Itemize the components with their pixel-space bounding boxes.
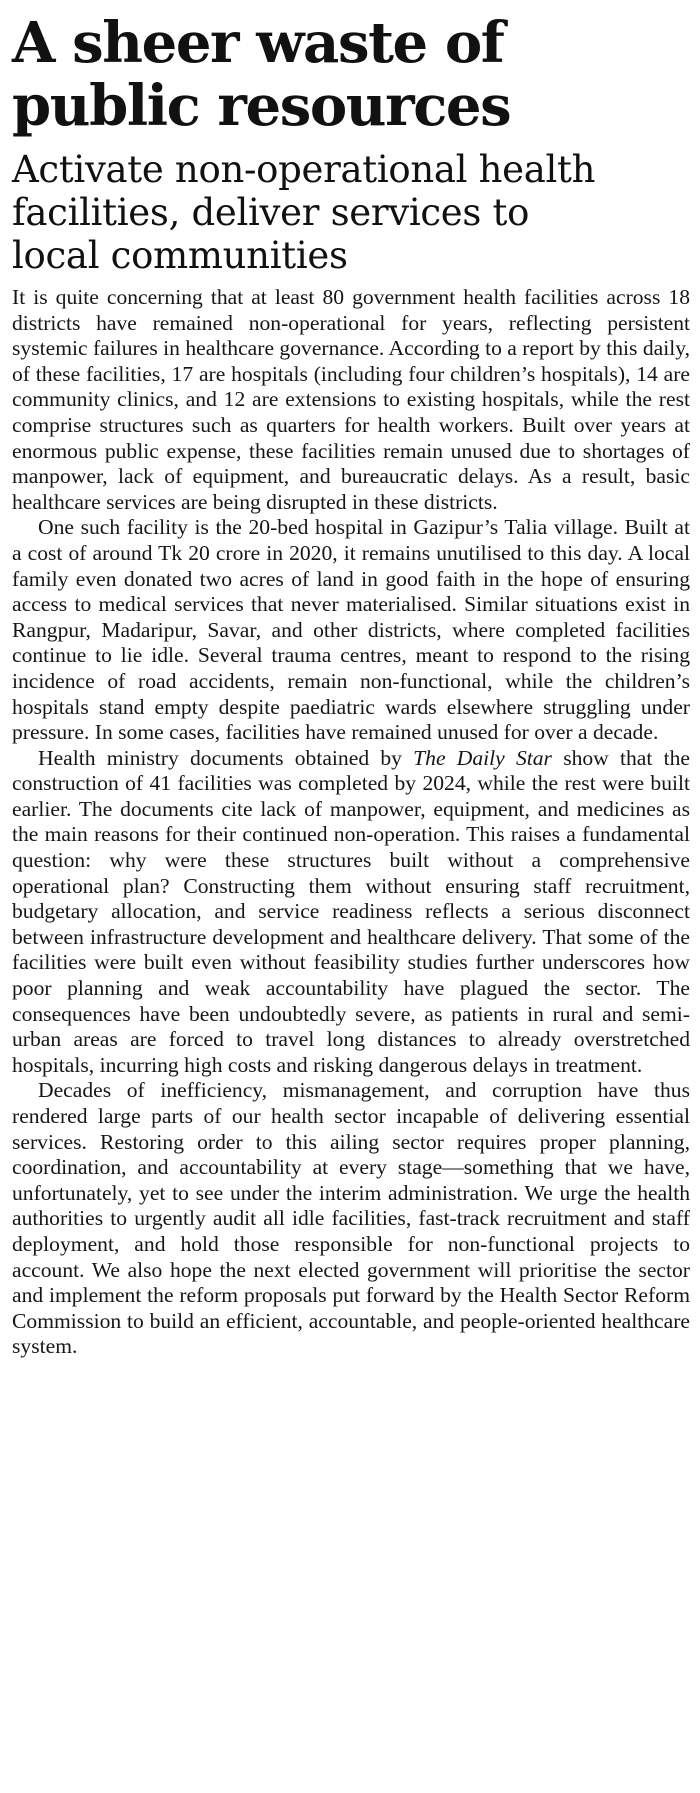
paragraph-2: One such facility is the 20-bed hospital in Gazipur’s Talia village. Built at a cost of around Tk 20 crore in 2020, it remains unutilised to this day. A local family even donated two acres of land in good faith in the hope of ensuring access to medical services that never materialised. Similar situations exist in Rangpur, Madaripur, Savar, and other districts, where completed facilities continue to lie idle. Several trauma centres, meant to respond to the rising incidence of road accidents, remain non-functional, while the children’s hospitals stand empty despite paediatric wards elsewhere struggling under pressure. In some cases, facilities have remained unused for over a decade. bbox=[12, 515, 690, 745]
paragraph-3-text-after: show that the construction of 41 facilities was completed by 2024, while the rest were built earlier. The documents cite lack of manpower, equipment, and medicines as the main reasons for their continued non-operation. This raises a fundamental question: why were these structures built without a comprehensive operational plan? Constructing them without ensuring staff recruitment, budgetary allocation, and service readiness reflects a serious disconnect between infrastructure development and healthcare delivery. That some of the facilities were built even without feasibility studies further underscores how poor planning and weak accountability have plagued the sector. The consequences have been undoubtedly severe, as patients in rural and semi-urban areas are forced to travel long distances to already overstretched hospitals, incurring high costs and risking dangerous delays in treatment. bbox=[12, 745, 690, 1077]
paragraph-3 bbox=[12, 746, 690, 1079]
paragraph-1: It is quite concerning that at least 80 government health facilities across 18 districts have remained non-operational for years, reflecting persistent systemic failures in healthcare governance. According to a report by this daily, of these facilities, 17 are hospitals (including four children’s hospitals), 14 are community clinics, and 12 are extensions to existing hospitals, while the rest comprise structures such as quarters for health workers. Built over years at enormous public expense, these facilities remain unused due to shortages of manpower, lack of equipment, and bureaucratic delays. As a result, basic healthcare services are being disrupted in these districts. bbox=[12, 285, 690, 514]
subheadline-line-3: local communities bbox=[12, 234, 348, 277]
headline-line-1: A sheer waste of bbox=[12, 10, 504, 76]
paragraph-4: Decades of inefficiency, mismanagement, and corruption have thus rendered large parts of our health sector incapable of delivering essential services. Restoring order to this ailing sector requires proper planning, coordination, and accountability at every stage—something that we have, unfortunately, yet to see under the interim administration. We urge the health authorities to urgently audit all idle facilities, fast-track recruitment and staff deployment, and hold those responsible for non-functional projects to account. We also hope the next elected government will prioritise the sector and implement the reform proposals put forward by the Health Sector Reform Commission to build an efficient, accountable, and people-oriented healthcare system. bbox=[12, 1078, 690, 1359]
headline bbox=[12, 12, 690, 138]
paragraph-3-text-before: Health ministry documents obtained by bbox=[38, 745, 414, 770]
subheadline bbox=[12, 148, 690, 277]
article-body bbox=[12, 285, 690, 1360]
subheadline-line-1: Activate non-operational health bbox=[12, 148, 596, 191]
subheadline-line-2: facilities, deliver services to bbox=[12, 191, 530, 234]
headline-line-2: public resources bbox=[12, 73, 511, 139]
publication-name: The Daily Star bbox=[413, 745, 552, 770]
